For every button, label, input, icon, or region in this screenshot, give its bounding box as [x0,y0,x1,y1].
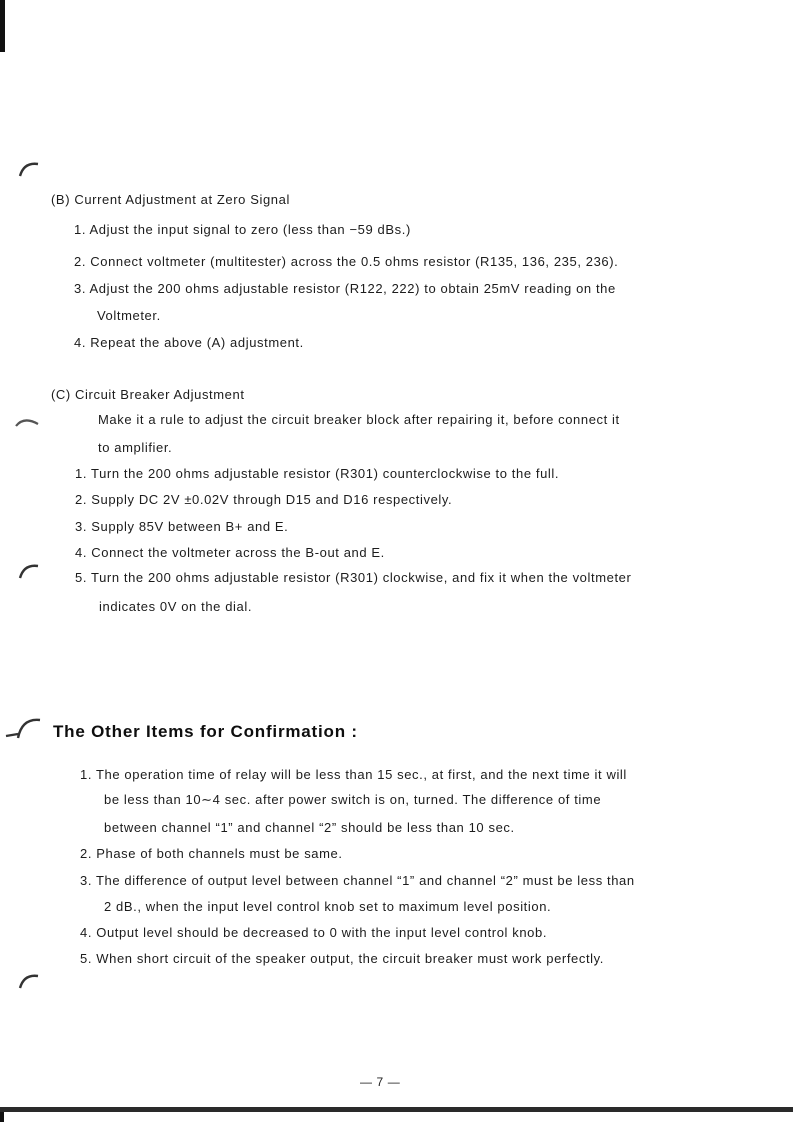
binder-hole-mark [4,714,42,740]
section-c-step-continued: indicates 0V on the dial. [99,599,253,614]
confirmation-item-continued: be less than 10∼4 sec. after power switch is on, turned. The difference of time [104,792,602,807]
binder-hole-mark [18,562,40,580]
section-c-step: 2. Supply DC 2V ±0.02V through D15 and D16 respectively. [75,492,453,507]
section-b-step: 4. Repeat the above (A) adjustment. [74,335,304,350]
confirmation-item: 3. The difference of output level between channel “1” and channel “2” must be less than [80,873,635,888]
scan-bottom-edge [0,1112,4,1122]
confirmation-item: 5. When short circuit of the speaker output, the circuit breaker must work perfectly. [80,951,605,966]
binder-hole-mark [14,414,40,432]
page-number: — 7 — [360,1075,401,1089]
section-b-step: 2. Connect voltmeter (multitester) across the 0.5 ohms resistor (R135, 136, 235, 236). [74,254,619,269]
section-c-intro: Make it a rule to adjust the circuit breaker block after repairing it, before connect it [98,412,620,427]
confirmation-item-continued: between channel “1” and channel “2” should be less than 10 sec. [104,820,515,835]
scan-bottom-rule [0,1107,793,1112]
section-c-step: 4. Connect the voltmeter across the B-out and E. [75,545,385,560]
scan-edge-bar [0,0,5,52]
confirmation-item: 2. Phase of both channels must be same. [80,846,343,861]
confirmation-item: 1. The operation time of relay will be less than 15 sec., at first, and the next time it will [80,767,627,782]
confirmation-item: 4. Output level should be decreased to 0 with the input level control knob. [80,925,548,940]
section-c-title: (C) Circuit Breaker Adjustment [51,387,245,402]
confirmation-heading: The Other Items for Confirmation : [53,722,358,741]
section-b-step: 1. Adjust the input signal to zero (less than −59 dBs.) [74,222,411,237]
section-c-step: 3. Supply 85V between B+ and E. [75,519,289,534]
binder-hole-mark [18,160,40,178]
section-b-title: (B) Current Adjustment at Zero Signal [51,192,290,207]
section-b-step-continued: Voltmeter. [97,308,161,323]
section-c-intro: to amplifier. [98,440,173,455]
section-c-step: 1. Turn the 200 ohms adjustable resistor (R301) counterclockwise to the full. [75,466,560,481]
binder-hole-mark [18,972,40,990]
section-c-step: 5. Turn the 200 ohms adjustable resistor (R301) clockwise, and fix it when the voltmeter [75,570,632,585]
confirmation-item-continued: 2 dB., when the input level control knob set to maximum level position. [104,899,552,914]
section-b-step: 3. Adjust the 200 ohms adjustable resistor (R122, 222) to obtain 25mV reading on the [74,281,616,296]
